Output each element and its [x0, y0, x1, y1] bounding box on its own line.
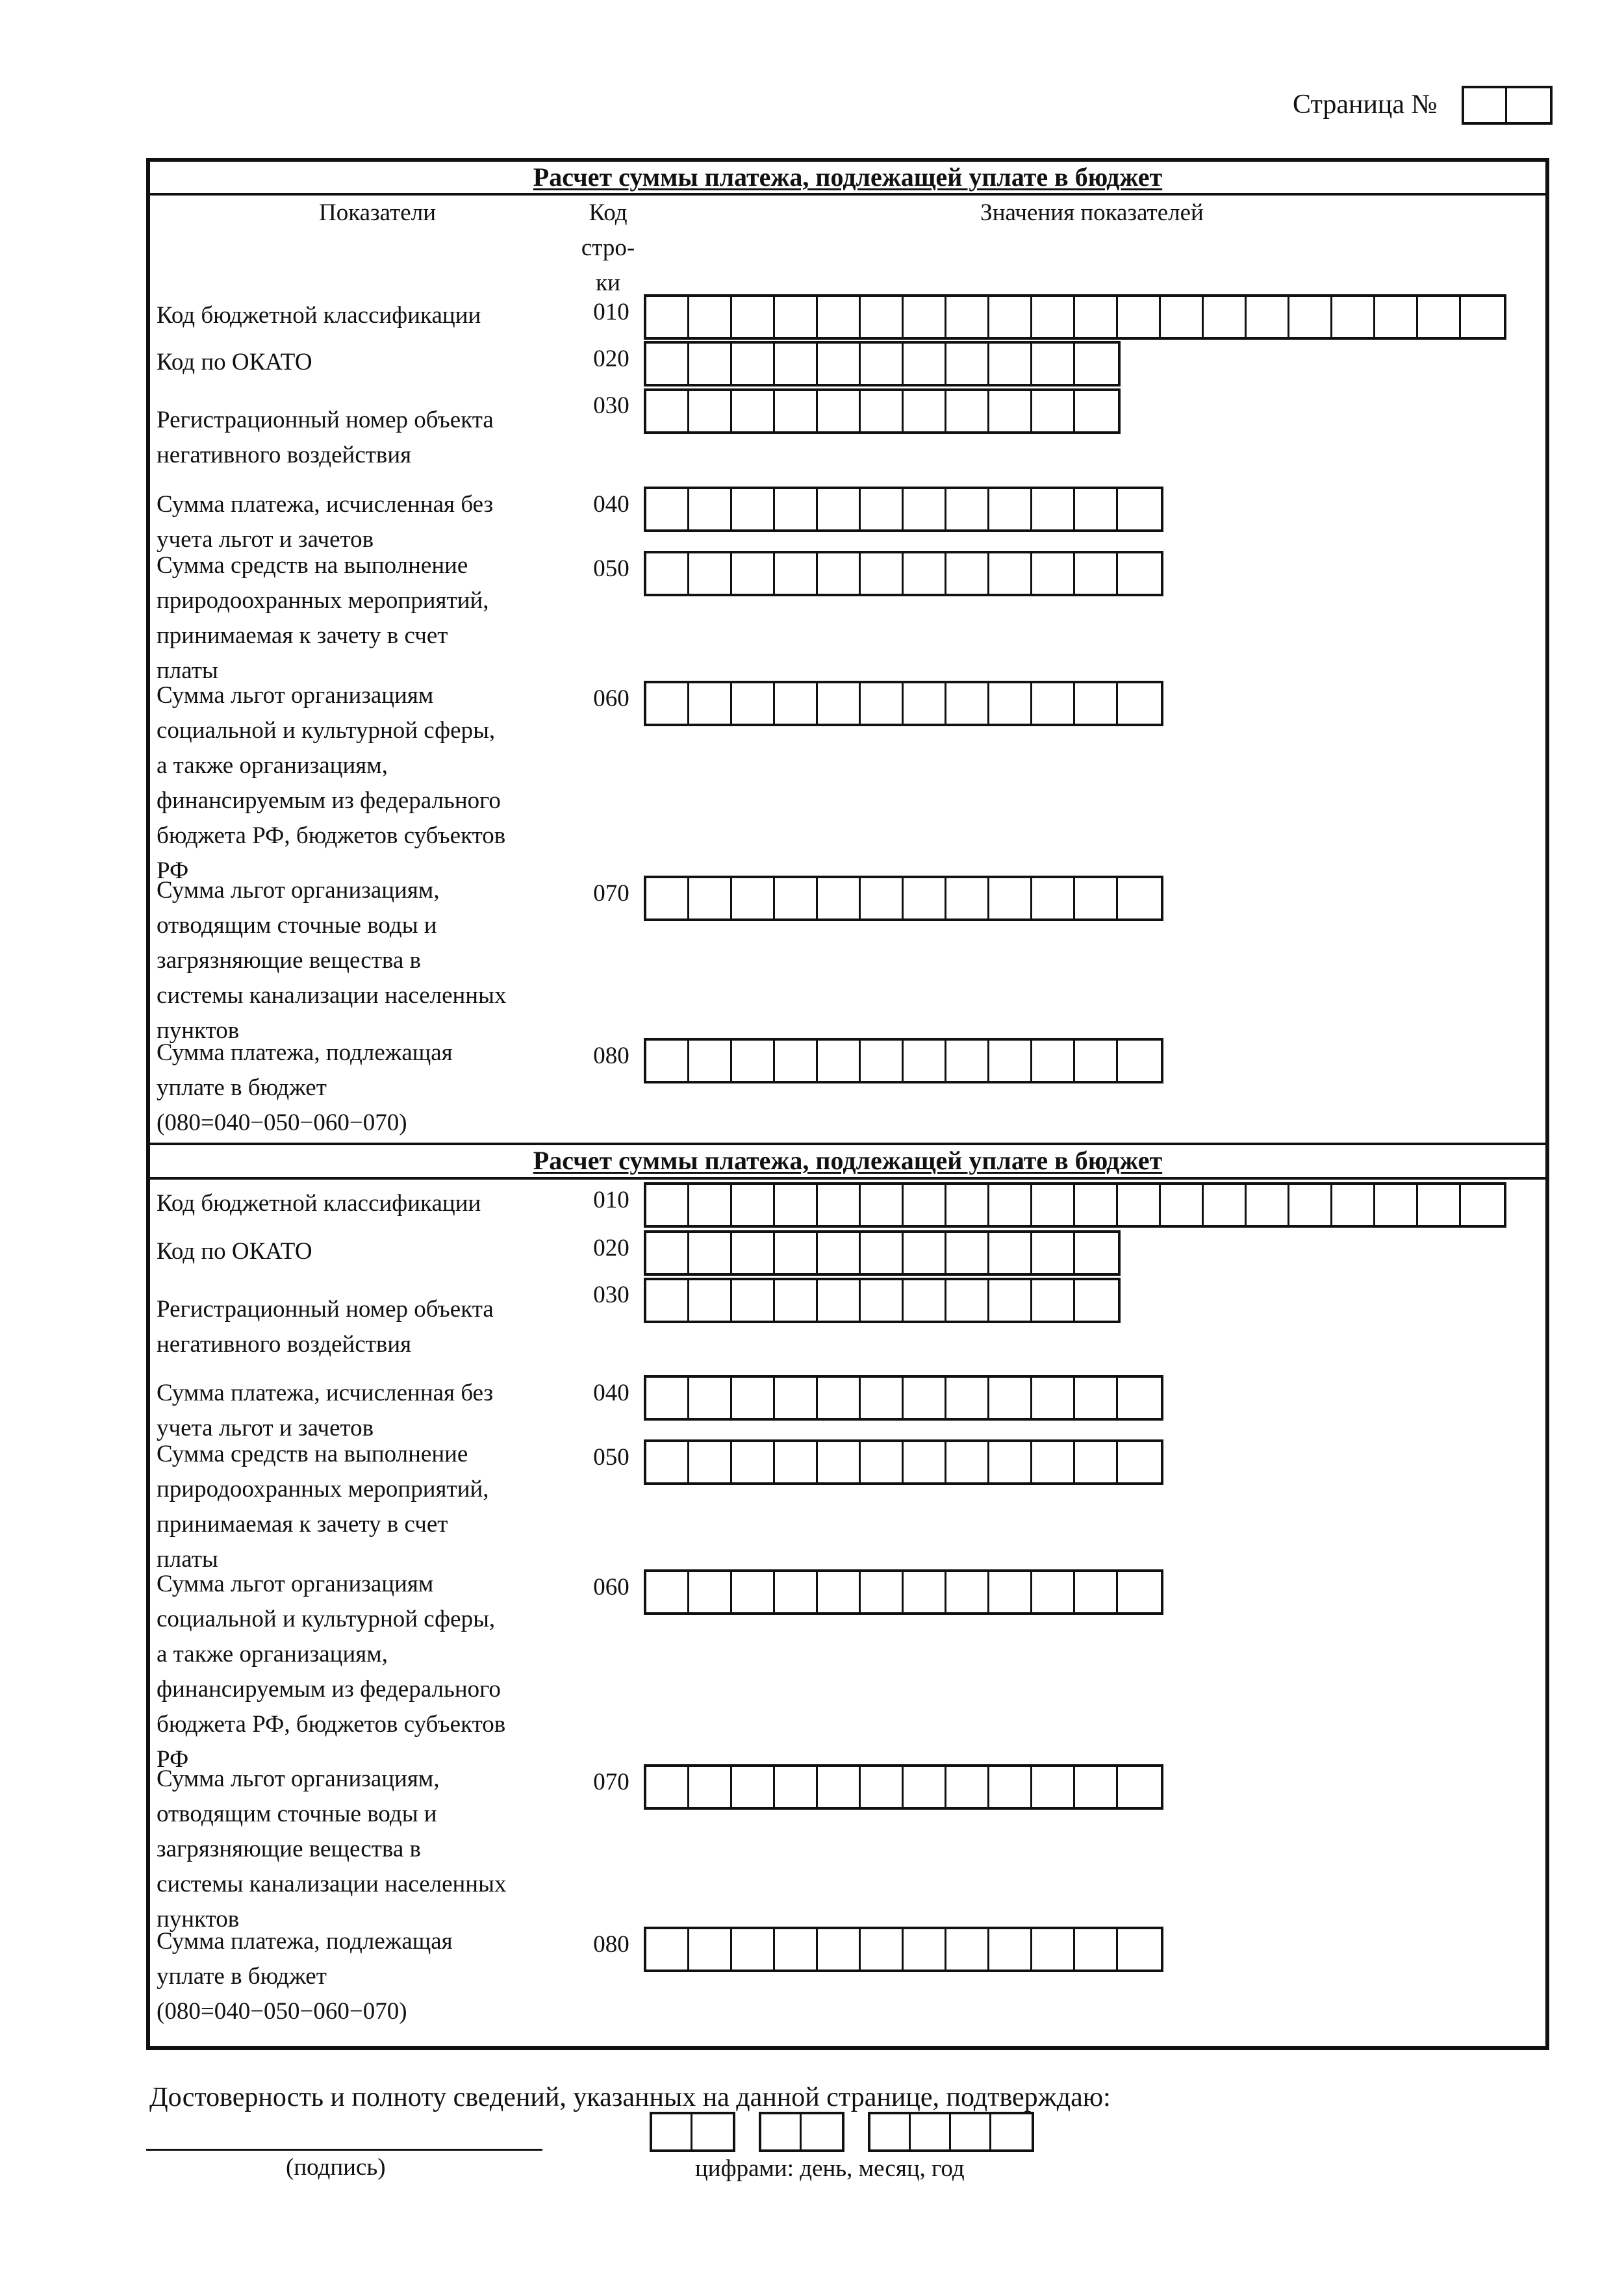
- s2-row-040-label: Сумма платежа, исчисленная без учета льгот и зачетов: [157, 1380, 494, 1441]
- s2-row-050-code: 050: [593, 1444, 629, 1471]
- s2-row-070-code: 070: [593, 1769, 629, 1795]
- s2-row-070-label: Сумма льгот организациям, отводящим сточные воды и загрязняющие вещества в системы канализации населенных пунктов: [157, 1766, 507, 1932]
- form-frame: [146, 158, 1549, 2050]
- column-header-code: Код стро- ки: [581, 199, 635, 296]
- s2-row-060-cells[interactable]: [644, 1569, 1163, 1615]
- s1-row-020-code: 020: [593, 346, 629, 372]
- s1-row-070-label: Сумма льгот организациям, отводящим сточные воды и загрязняющие вещества в системы канализации населенных пунктов: [157, 877, 507, 1044]
- s1-row-060-code: 060: [593, 685, 629, 712]
- date-day-boxes[interactable]: [650, 2112, 735, 2152]
- s1-row-030-cells[interactable]: [644, 388, 1121, 434]
- page-number-label: Страница №: [1293, 90, 1438, 120]
- column-header-values: Значения показателей: [980, 199, 1204, 226]
- s1-row-010-cells[interactable]: [644, 294, 1506, 340]
- s1-row-050-code: 050: [593, 555, 629, 582]
- section-2-top-rule: [150, 1143, 1545, 1145]
- section-2-title-rule: [150, 1177, 1545, 1180]
- s2-row-010-code: 010: [593, 1187, 629, 1213]
- signature-caption: (подпись): [286, 2154, 386, 2181]
- s1-row-050-label: Сумма средств на выполнение природоохранных мероприятий, принимаемая к зачету в счет платы: [157, 552, 489, 684]
- s1-row-040-code: 040: [593, 491, 629, 518]
- s2-row-060-label: Сумма льгот организациям социальной и культурной сферы, а также организациям, финансируемым из федерального бюджета РФ, бюджетов субъектов РФ: [157, 1571, 506, 1773]
- confirmation-text: Достоверность и полноту сведений, указанных на данной странице, подтверждаю:: [149, 2083, 1111, 2112]
- s1-row-060-cells[interactable]: [644, 681, 1163, 726]
- s1-row-020-label: Код по ОКАТО: [157, 349, 312, 375]
- s1-row-070-cells[interactable]: [644, 876, 1163, 921]
- date-year-boxes[interactable]: [868, 2112, 1034, 2152]
- s1-row-080-code: 080: [593, 1043, 629, 1069]
- s2-row-040-code: 040: [593, 1380, 629, 1406]
- s2-row-080-label: Сумма платежа, подлежащая уплате в бюджет (080=040−050−060−070): [157, 1928, 453, 2025]
- s2-row-030-cells[interactable]: [644, 1278, 1121, 1323]
- column-header-indicators: Показатели: [319, 199, 436, 226]
- s2-row-020-code: 020: [593, 1235, 629, 1261]
- section-1-title: Расчет суммы платежа, подлежащей уплате в бюджет: [533, 162, 1163, 192]
- s2-row-050-label: Сумма средств на выполнение природоохранных мероприятий, принимаемая к зачету в счет платы: [157, 1441, 489, 1573]
- s1-row-020-cells[interactable]: [644, 341, 1121, 386]
- s1-row-050-cells[interactable]: [644, 551, 1163, 596]
- s2-row-080-cells[interactable]: [644, 1927, 1163, 1972]
- s2-row-040-cells[interactable]: [644, 1375, 1163, 1421]
- date-month-boxes[interactable]: [759, 2112, 844, 2152]
- s1-row-070-code: 070: [593, 880, 629, 907]
- s2-row-030-code: 030: [593, 1282, 629, 1308]
- s1-row-010-code: 010: [593, 299, 629, 325]
- s2-row-010-label: Код бюджетной классификации: [157, 1190, 481, 1217]
- s1-row-080-cells[interactable]: [644, 1038, 1163, 1083]
- s2-row-050-cells[interactable]: [644, 1439, 1163, 1485]
- s2-row-020-cells[interactable]: [644, 1230, 1121, 1276]
- s1-row-010-label: Код бюджетной классификации: [157, 302, 481, 329]
- s2-row-020-label: Код по ОКАТО: [157, 1238, 312, 1265]
- s2-row-070-cells[interactable]: [644, 1764, 1163, 1810]
- s1-row-040-label: Сумма платежа, исчисленная без учета льгот и зачетов: [157, 491, 494, 553]
- s2-row-060-code: 060: [593, 1574, 629, 1601]
- s2-row-030-label: Регистрационный номер объекта негативного воздействия: [157, 1296, 494, 1358]
- s1-row-030-label: Регистрационный номер объекта негативного воздействия: [157, 407, 494, 468]
- s2-row-010-cells[interactable]: [644, 1182, 1506, 1228]
- section-2-title: Расчет суммы платежа, подлежащей уплате в бюджет: [533, 1146, 1163, 1175]
- page-number-boxes[interactable]: [1462, 86, 1553, 125]
- date-caption: цифрами: день, месяц, год: [695, 2155, 965, 2182]
- s1-row-080-label: Сумма платежа, подлежащая уплате в бюджет (080=040−050−060−070): [157, 1039, 453, 1136]
- s1-row-060-label: Сумма льгот организациям социальной и культурной сферы, а также организациям, финансируемым из федерального бюджета РФ, бюджетов субъектов РФ: [157, 682, 506, 884]
- s2-row-080-code: 080: [593, 1931, 629, 1958]
- s1-row-040-cells[interactable]: [644, 487, 1163, 532]
- s1-row-030-code: 030: [593, 392, 629, 419]
